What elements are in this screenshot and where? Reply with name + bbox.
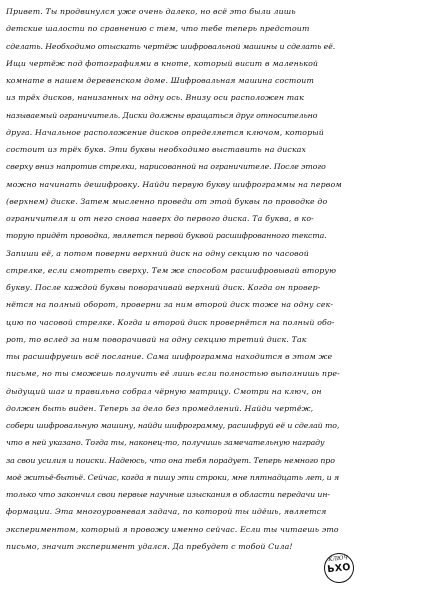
letter-line-6: из трёх дисков, нанизанных на одну ось. Внизу оси расположен так [6, 93, 304, 103]
letter-line-16: стрелке, если смотреть сверху. Тем же способом расшифровывай вторую [6, 265, 337, 275]
letter-line-1: Привет. Ты продвинулся уже очень далеко, но всё это были лишь [6, 7, 296, 16]
letter-line-12: (верхнем) диске. Затем мысленно проведи от этой буквы по проводке до [6, 196, 328, 206]
letter-line-11: можно начинать дешифровку. Найди первую букву шифрограммы на первом [6, 179, 342, 189]
letter-line-3: сделать. Необходимо отыскать чертёж шифровальной машины и сделать её. [6, 41, 336, 51]
letter-line-22: письме, но ты сможешь получить её лишь если полностью выполнишь пре- [6, 369, 340, 379]
letter-line-26: что в ней указано. Тогда ты, наконец-то, получишь замечательную награду [6, 438, 325, 448]
letter-line-15: Запиши её, а потом поверни верхний диск на одну секцию по часовой [6, 248, 309, 258]
letter-line-9: состоит из трёх букв. Эти буквы необходимо выставить на дисках [6, 145, 307, 154]
letter-line-23: дыдущий шаг и правильно собрал чёрную матрицу. Смотри на ключ, он [6, 386, 322, 396]
letter-line-27: за свои усилия и поиски. Надеюсь, что она тебя порадует. Теперь немного про [6, 455, 335, 465]
key-stamp-icon [323, 552, 356, 585]
letter-line-7: называемый ограничитель. Диски должны вращаться друг относительно [6, 110, 318, 120]
letter-line-4: Ищи чертёж под фотографиями в кноте, который висит в маленькой [6, 58, 319, 68]
letter-line-25: собери шифровальную машину, найди шифрограмму, расшифруй её и сделай то, [6, 421, 340, 430]
letter-line-29: только что закончил свои первые научные изыскания в области передачи ин- [6, 490, 330, 499]
letter-line-17: букву. После каждой буквы поворачивай верхний диск. Когда он провер- [6, 283, 321, 292]
letter-line-14: торую придёт проводка, является первой буквой расшифрованного текста. [6, 231, 327, 241]
letter-line-24: должен быть виден. Теперь за дело без промедлений. Найди чертёж, [6, 403, 314, 413]
letter-line-10: сверху вниз напротив стрелки, нарисованной на ограничителе. После этого [6, 162, 326, 172]
letter-line-30: формации. Эта многоуровневая задача, по которой ты идёшь, является [6, 507, 327, 517]
letter-line-2: детские шалости по сравнению с тем, что тебе теперь предстоит [6, 24, 310, 34]
letter-line-18: нётся на полный оборот, проверни за ним второй диск тоже на одну сек- [6, 300, 334, 310]
letter-line-13: ограничителя и от него снова наверх до первого диска. Та буква, в ко- [6, 214, 314, 223]
letter-line-5: комнате в нашем деревенском доме. Шифровальная машина состоит [6, 76, 314, 85]
stamp-top-text: КЛЮЧ [327, 555, 349, 564]
letter-line-19: цию по часовой стрелке. Когда и второй диск провернётся на полный обо- [6, 317, 335, 327]
stamp-center-text: ЬХО [326, 561, 352, 576]
letter-line-28: моё житьё-бытьё. Сейчас, когда я пишу эти строки, мне пятнадцать лет, и я [6, 472, 340, 482]
letter-line-8: друга. Начальное расположение дисков определяется ключом, который [6, 127, 324, 137]
letter-line-20: рот, то вслед за ним поворачивай на одну секцию третий диск. Так [6, 334, 307, 344]
letter-body [6, 3, 424, 555]
letter-line-21: ты расшифруешь всё послание. Сама шифрограмма находится в этом же [6, 352, 333, 361]
letter-line-32: письмо, значит эксперимент удался. Да пребудет с тобой Сила! [6, 541, 293, 551]
letter-line-31: экспериментом, который я провожу именно сейчас. Если ты читаешь это [6, 524, 339, 534]
